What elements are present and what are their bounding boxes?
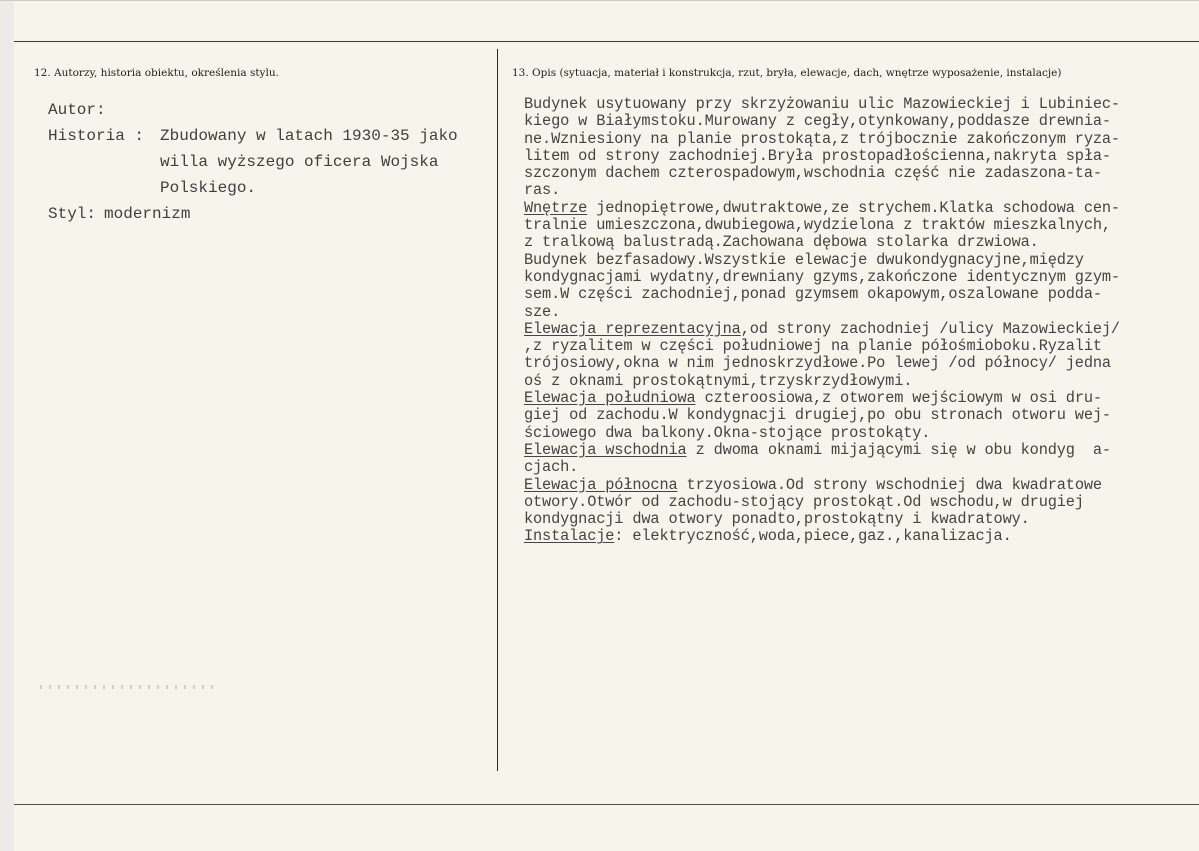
line-text: : elektryczność,woda,piece,gaz.,kanalizacja. <box>614 527 1012 546</box>
styl-label: Styl: <box>48 205 97 223</box>
description-line <box>524 113 1184 130</box>
description-line <box>524 338 1184 355</box>
description-line <box>524 355 1184 372</box>
description-line <box>524 373 1184 390</box>
section-13-description <box>524 96 1184 546</box>
line-text: kondygnacjami wydatny,drewniany gzyms,zakończone identycznym gzym- <box>524 267 1120 286</box>
line-text: czteroosiowa,z otworem wejściowym w osi dru- <box>695 389 1102 408</box>
underlined-term: Elewacja wschodnia <box>524 440 687 459</box>
description-line <box>524 494 1184 511</box>
line-text: kondygnacji dwa otwory ponadto,prostokątny i kwadratowy. <box>524 510 1030 529</box>
line-text: litem od strony zachodniej.Bryła prostopadłościenna,nakryta spła- <box>524 146 1111 165</box>
line-text: ,z ryzalitem w części południowej na planie półośmioboku.Ryzalit <box>524 337 1102 356</box>
historia-row <box>48 123 488 201</box>
underlined-term: Elewacja południowa <box>524 389 696 408</box>
description-line <box>524 321 1184 338</box>
description-line <box>524 200 1184 217</box>
description-line <box>524 182 1184 199</box>
paper-specks <box>40 685 220 689</box>
column-divider <box>497 49 498 771</box>
description-line <box>524 148 1184 165</box>
line-text: ściowego dwa balkony.Okna-stojące prostokąty. <box>524 423 931 442</box>
description-line <box>524 286 1184 303</box>
line-text: otwory.Otwór od zachodu-stojący prostokąt.Od wschodu,w drugiej <box>524 492 1084 511</box>
historia-text: Zbudowany w latach 1930-35 jako willa wyższego oficera Wojska Polskiego. <box>160 127 458 197</box>
description-line <box>524 217 1184 234</box>
line-text: sem.W części zachodniej,ponad gzymsem okapowym,oszalowane podda- <box>524 285 1102 304</box>
section-13-heading: 13. Opis (sytuacja, materiał i konstrukcja, rzut, bryła, elewacje, dach, wnętrze wyposażenie, instalacje) <box>512 67 1062 79</box>
description-line <box>524 511 1184 528</box>
underlined-term: Elewacja reprezentacyjna <box>524 319 741 338</box>
line-text: Budynek bezfasadowy.Wszystkie elewacje dwukondygnacyjne,między <box>524 250 1084 269</box>
description-line <box>524 528 1184 545</box>
top-rule <box>14 41 1199 42</box>
line-text: jednopiętrowe,dwutraktowe,ze strychem.Klatka schodowa cen- <box>587 198 1120 217</box>
line-text: ,od strony zachodniej /ulicy Mazowieckiej/ <box>740 319 1120 338</box>
autor-label: Autor: <box>48 101 106 119</box>
line-text: trzyosiowa.Od strony wschodniej dwa kwadratowe <box>677 475 1102 494</box>
description-line <box>524 442 1184 459</box>
description-line <box>524 234 1184 251</box>
styl-row <box>48 201 488 227</box>
line-text: szczonym dachem czterospadowym,wschodnia część nie zadaszona-ta- <box>524 164 1102 183</box>
underlined-term: Elewacja północna <box>524 475 678 494</box>
line-text: oś z oknami prostokątnymi,trzyskrzydłowymi. <box>524 371 913 390</box>
autor-row <box>48 97 488 123</box>
underlined-term: Wnętrze <box>524 198 588 217</box>
description-line <box>524 407 1184 424</box>
line-text: ne.Wzniesiony na planie prostokąta,z trójbocznie zakończonym ryza- <box>524 129 1120 148</box>
description-line <box>524 304 1184 321</box>
description-line <box>524 459 1184 476</box>
bottom-rule <box>14 804 1199 805</box>
line-text: tralnie umieszczona,dwubiegowa,wydzielona z traktów mieszkalnych, <box>524 216 1111 235</box>
section-12-heading: 12. Autorzy, historia obiektu, określenia stylu. <box>34 67 279 79</box>
section-12-content <box>48 97 488 227</box>
description-line <box>524 477 1184 494</box>
historia-label: Historia : <box>48 127 145 145</box>
description-line <box>524 425 1184 442</box>
line-text: z dwoma oknami mijającymi się w obu kondyg a- <box>686 440 1111 459</box>
line-text: kiego w Białymstoku.Murowany z cegły,otynkowany,poddasze drewnia- <box>524 112 1111 131</box>
line-text: Budynek usytuowany przy skrzyżowaniu ulic Mazowieckiej i Lubiniec- <box>524 95 1120 113</box>
line-text: trójosiowy,okna w nim jednoskrzydłowe.Po lewej /od północy/ jedna <box>524 354 1111 373</box>
line-text: ras. <box>524 181 561 200</box>
styl-value: modernizm <box>104 205 191 223</box>
description-line <box>524 252 1184 269</box>
line-text: giej od zachodu.W kondygnacji drugiej,po obu stronach otworu wej- <box>524 406 1111 425</box>
description-line <box>524 269 1184 286</box>
underlined-term: Instalacje <box>524 527 615 546</box>
line-text: sze. <box>524 302 561 321</box>
description-line <box>524 96 1184 113</box>
description-line <box>524 165 1184 182</box>
line-text: z tralkową balustradą.Zachowana dębowa stolarka drzwiowa. <box>524 233 1039 252</box>
description-line <box>524 131 1184 148</box>
line-text: cjach. <box>524 458 579 477</box>
description-line <box>524 390 1184 407</box>
